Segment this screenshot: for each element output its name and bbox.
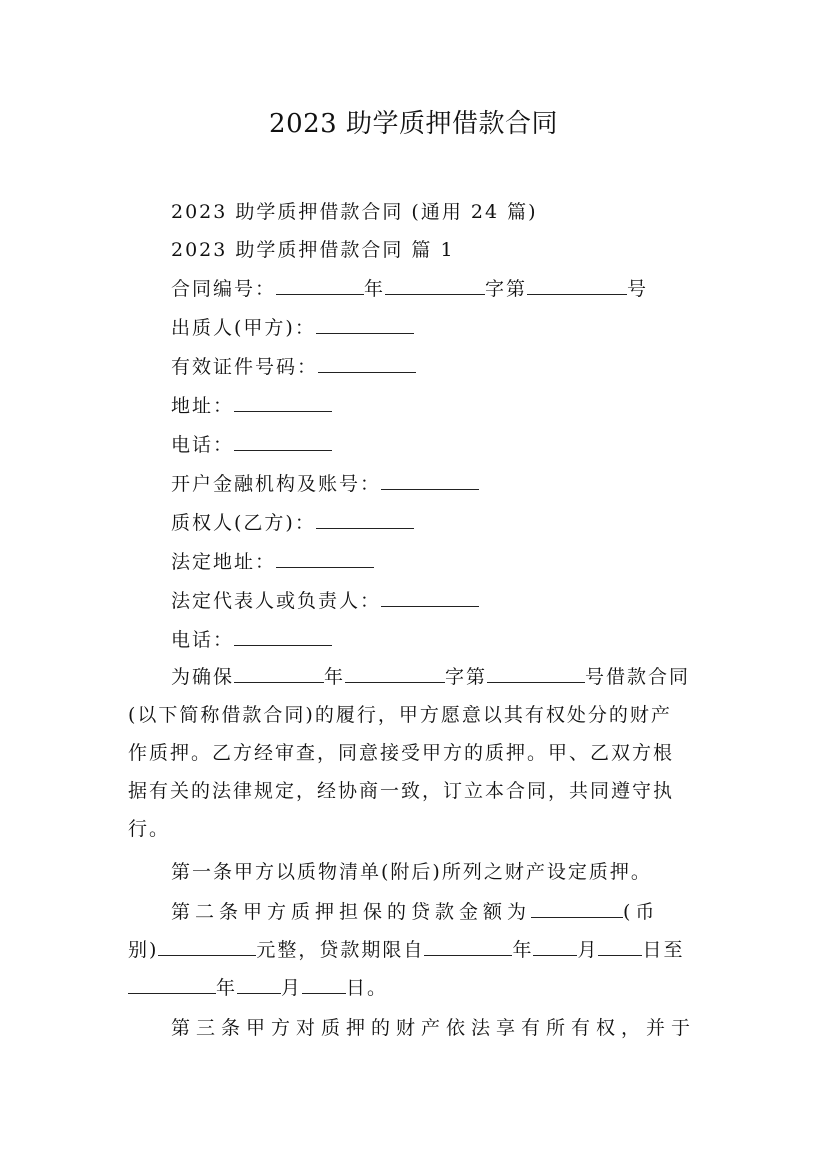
text-span: 月 (577, 939, 599, 961)
blank-field (276, 547, 374, 568)
text-span: (币 (623, 901, 660, 923)
field-label: 有效证件号码： (171, 356, 319, 378)
text-span: 年 (216, 977, 238, 999)
field-label: 出质人(甲方)： (171, 317, 316, 339)
text-span: 第二条甲方质押担保的贷款金额为 (171, 901, 532, 923)
article-1 (128, 853, 703, 891)
blank-field (598, 935, 642, 956)
field-label: 开户金融机构及账号： (171, 473, 382, 495)
field-address (171, 391, 332, 421)
blank-field (316, 508, 414, 529)
field-label: 地址： (171, 395, 235, 417)
text-span: 年 (512, 939, 534, 961)
field-id-number (171, 352, 416, 382)
blank-field (527, 274, 627, 295)
paragraph-line: 行。 (128, 818, 171, 840)
paragraph-preamble (128, 658, 703, 848)
blank-field (345, 662, 445, 683)
blank-field (318, 352, 416, 373)
blank-field (276, 274, 364, 295)
blank-field (158, 935, 256, 956)
paragraph-line (128, 969, 703, 1007)
field-label: 电话： (171, 434, 235, 456)
blank-field (381, 469, 479, 490)
paragraph-line (128, 931, 703, 969)
blank-field (234, 430, 332, 451)
hao-text: 号 (627, 278, 649, 300)
blank-field (381, 586, 479, 607)
field-bank-account (171, 469, 479, 499)
text-span: 年 (324, 666, 346, 688)
text-span: 月 (281, 977, 303, 999)
paragraph-line: 作质押。乙方经审查，同意接受甲方的质押。甲、乙双方根 (128, 742, 675, 764)
paragraph-line: (以下简称借款合同)的履行，甲方愿意以其有权处分的财产 (128, 704, 672, 726)
blank-field (487, 662, 585, 683)
blank-field (128, 973, 216, 994)
field-legal-representative (171, 586, 479, 616)
contract-number-line (171, 274, 648, 304)
blank-field (234, 391, 332, 412)
year-text: 年 (364, 278, 386, 300)
blank-field (533, 935, 577, 956)
contract-number-label: 合同编号： (171, 278, 277, 300)
text-span: 元整，贷款期限自 (256, 939, 425, 961)
field-pledgee (171, 508, 414, 538)
field-label: 法定地址： (171, 551, 277, 573)
field-pledgor (171, 313, 414, 343)
chapter-heading: 2023 助学质押借款合同 篇 1 (171, 239, 455, 261)
blank-field (385, 274, 485, 295)
blank-field (237, 973, 281, 994)
blank-field (424, 935, 512, 956)
article-3 (128, 1009, 703, 1047)
text-span: 字第 (445, 666, 488, 688)
field-phone (171, 430, 332, 460)
paragraph-line: 第一条甲方以质物清单(附后)所列之财产设定质押。 (171, 861, 652, 883)
text-span: 别) (128, 939, 159, 961)
paragraph-line: 第三条甲方对质押的财产依法享有所有权，并于 (171, 1017, 697, 1039)
paragraph-line (128, 893, 703, 931)
blank-field (234, 662, 324, 683)
text-span: 日至 (642, 939, 685, 961)
field-label: 法定代表人或负责人： (171, 590, 382, 612)
text-span: 为确保 (171, 666, 235, 688)
paragraph-line (128, 658, 703, 696)
zi-text: 字第 (485, 278, 528, 300)
article-2 (128, 893, 703, 1007)
field-phone-2 (171, 625, 332, 655)
document-title: 2023 助学质押借款合同 (269, 109, 558, 139)
field-label: 质权人(乙方)： (171, 512, 316, 534)
text-span: 号借款合同 (585, 666, 691, 688)
blank-field (234, 625, 332, 646)
text-span: 日。 (346, 977, 389, 999)
blank-field (531, 897, 623, 918)
blank-field (302, 973, 346, 994)
subtitle: 2023 助学质押借款合同 (通用 24 篇) (171, 201, 538, 223)
field-label: 电话： (171, 629, 235, 651)
paragraph-line: 据有关的法律规定，经协商一致，订立本合同，共同遵守执 (128, 780, 675, 802)
field-legal-address (171, 547, 374, 577)
blank-field (316, 313, 414, 334)
